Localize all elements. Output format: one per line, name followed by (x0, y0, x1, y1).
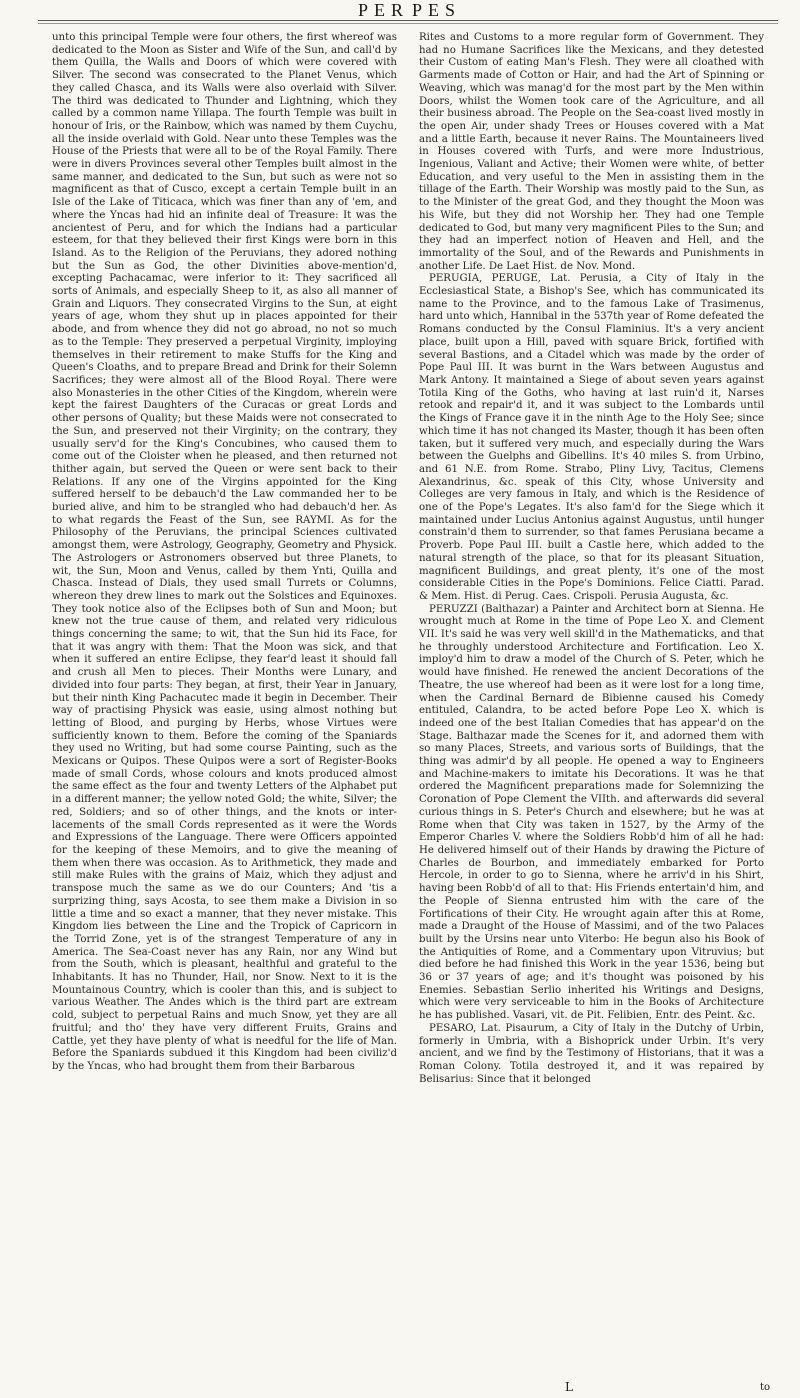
entry-peruzzi: PERUZZI (Balthazar) a Painter and Architect born at Sienna. He wrought much at Rome in the time of Pope Leo X. and Clement VII. It's said he was very well skill'd in the Mathematicks, and that he throughly understood Architecture and Fortification. Leo X. imploy'd him to draw a model of the Church of S. Peter, which he would have finished. He renewed the ancient Decorations of the Theatre, the use whereof had been as it were lost for a long time, when the Cardinal Bernard de Bibienne caused his Comedy entituled, Calandra, to be acted before Pope Leo X. which is indeed one of the best Italian Comedies that has appear'd on the Stage. Balthazar made the Scenes for it, and adorned them with so many Places, Streets, and various sorts of Buildings, that the thing was admir'd by all people. He opened a way to Engineers and Machine-makers to imitate his Decorations. It was he that ordered the Magnificent preparations made for Solemnizing the Coronation of Pope Clement the VIIth. and afterwards did several curious things in S. Peter's Church and elsewhere; but he was at Rome when that City was taken in 1527, by the Army of the Emperor Charles V. where the Soldiers Robb'd him of all he had: He delivered himself out of their Hands by drawing the Picture of Charles de Bourbon, and immediately embarked for Porto Hercole, in order to go to Sienna, where he arriv'd in his Shirt, having been Robb'd of all to that: His Friends entertain'd him, and the People of Sienna entrusted him with the care of the Fortifications of their City. He wrought again after this at Rome, made a Draught of the House of Massimi, and of the two Palaces built by the Ursins near unto Viterbo: He begun also his Book of the Antiquities of Rome, and a Commentary upon Vitruvius; but died before he had finished this Work in the year 1536, being but 36 or 37 years of age; and it's thought was poisoned by his Enemies. Sebastian Serlio inherited his Writings and Designs, which were very serviceable to him in the Books of Architecture he has published. Vasari, vit. de Pit. Felibien, Entr. des Peint. &c. (419, 603, 764, 1022)
entry-perugia: PERUGIA, PERUGE, Lat. Perusia, a City of Italy in the Ecclesiastical State, a Bishop's See, which has communicated its name to the Province, and to the famous Lake of Trasimenus, hard unto which, Hannibal in the 537th year of Rome defeated the Romans conducted by the Consul Flaminius. It's a very ancient place, built upon a Hill, paved with square Brick, fortified with several Bastions, and a Citadel which was made by the order of Pope Paul III. It was burnt in the Wars between Augustus and Mark Antony. It maintained a Siege of about seven years against Totila King of the Goths, who having at last ruin'd it, Narses retook and repair'd it, and it was subject to the Lombards until the Kings of France gave it in the ninth Age to the Holy See; since which time it has not changed its Master, though it has been often taken, but it suffered very much, and especially during the Wars between the Guelphs and Gibellins. It's 40 miles S. from Urbino, and 61 N.E. from Rome. Strabo, Pliny Livy, Tacitus, Clemens Alexandrinus, &c. speak of this City, whose University and Colleges are very famous in Italy, and which is the Residence of one of the Pope's Legates. It's also fam'd for the Siege which it maintained under Lucius Antonius against Augustus, until hunger constrain'd them to surrender, so that fames Perusiana became a Proverb. Pope Paul III. built a Castle here, which added to the natural strength of the place, so that for its pleasant Situation, magnificent Buildings, and great plenty, it's one of the most considerable Cities in the Pope's Dominions. Felice Ciatti. Parad. & Mem. Hist. di Perug. Caes. Crispoli. Perusia Augusta, &c. (419, 273, 764, 602)
running-head-left: PER (358, 0, 410, 20)
running-head (0, 0, 800, 20)
running-head-right: PES (412, 0, 462, 20)
left-column (52, 32, 397, 1074)
signature-mark: L (565, 1380, 573, 1394)
entry-pesaro: PESARO, Lat. Pisaurum, a City of Italy in the Dutchy of Urbin, formerly in Umbria, with a Bishoprick under Urbin. It's very ancient, and we find by the Testimony of Historians, that it was a Roman Colony. Totila destroyed it, and it was repaired by Belisarius: Since that it belonged (419, 1022, 764, 1085)
header-rule-thin (38, 23, 778, 24)
catchword: to (760, 1382, 771, 1393)
entry-peru-end: Rites and Customs to a more regular form of Government. They had no Humane Sacrifices like the Mexicans, and they detested their Custom of eating Man's Flesh. They were all cloathed with Garments made of Cotton or Hair, and had the Art of Spinning or Weaving, which was manag'd for the most part by the Men within Doors, whilst the Women took care of the Agriculture, and all their business abroad. The People on the Sea-coast lived mostly in the open Air, under shady Trees or Houses covered with a Mat and a little Earth, because it never Rains. The Mountaineers lived in Houses covered with Turfs, and were more Industrious, Ingenious, Valiant and Active; their Women were white, of better Education, and very useful to the Men in assisting them in the tillage of the Earth. Their Worship was mostly paid to the Sun, as to the Minister of the great God, and they thought the Moon was his Wife, but they did not Worship her. They had one Temple dedicated to God, but many very magnificent Piles to the Sun; and they had an imperfect notion of Heaven and Hell, and the immortality of the Soul, and of the Rewards and Punishments in another Life. De Laet Hist. de Nov. Mond. (419, 32, 764, 272)
right-column (419, 32, 764, 1086)
entry-peru-continued: unto this principal Temple were four others, the first whereof was dedicated to the Moon as Sister and Wife of the Sun, and call'd by them Quilla, the Walls and Doors of which were covered with Silver. The second was consecrated to the Planet Venus, which they called Chasca, and its Walls were also overlaid with Silver. The third was dedicated to Thunder and Lightning, which they called by a common name Yillapa. The fourth Temple was built in honour of Iris, or the Rainbow, which was named by them Cuychu, all the inside overlaid with Gold. Near unto these Temples was the House of the Priests that were all to be of the Royal Family. There were in divers Provinces several other Temples built almost in the same manner, and dedicated to the Sun, but such as were not so magnificent as that of Cusco, except a certain Temple built in an Isle of the Lake of Titicaca, which was finer than any of 'em, and where the Yncas had hid an infinite deal of Treasure: It was the ancientest of Peru, and for which the Indians had a particular esteem, for that they believed their first Kings were born in this Island. As to the Religion of the Peruvians, they adored nothing but the Sun as God, the other Divinities above-mention'd, excepting Pachacamac, were inferior to it: They sacrificed all sorts of Animals, and especially Sheep to it, as also all manner of Grain and Liquors. They consecrated Virgins to the Sun, at eight years of age, whom they shut up in places appointed for their abode, and from whence they did not go abroad, no not so much as to the Temple: They preserved a perpetual Virginity, imploying themselves in their retirement to make Stuffs for the King and Queen's Cloaths, and to prepare Bread and Drink for their Solemn Sacrifices; they were almost all of the Blood Royal. There were also Monasteries in the other Cities of the Kingdom, wherein were kept the fairest Daughters of the Curacas or great Lords and other persons of Quality; but these Maids were not consecrated to the Sun, and preserved not their Virginity; on the contrary, they usually serv'd for the King's Concubines, who caused them to come out of the Cloister when he pleased, and then returned not thither again, but served the Queen or were sent back to their Relations. If any one of the Virgins appointed for the King suffered herself to be debauch'd the Law commanded her to be buried alive, and him to be strangled who had debauch'd her. As to what regards the Feast of the Sun, see RAYMI. As for the Philosophy of the Peruvians, the principal Sciences cultivated amongst them, were Astrology, Geography, Geometry and Physick. The Astrologers or Astronomers observed but three Planets, to wit, the Sun, Moon and Venus, called by them Ynti, Quilla and Chasca. Instead of Dials, they used small Turrets or Columns, whereon they drew lines to mark out the Solstices and Equinoxes. They took notice also of the Eclipses both of Sun and Moon; but knew not the true cause of them, and related very ridiculous things concerning the same; to wit, that the Sun hid its Face, for that it was angry with them: That the Moon was sick, and that when it suffered an entire Eclipse, they fear'd least it should fall and crush all Men to pieces. Their Months were Lunary, and divided into four parts: They began, at first, their Year in January, but their ninth King Pachacutec made it begin in December. Their way of practising Physick was easie, using almost nothing but letting of Blood, and purging by Herbs, whose Virtues were sufficiently known to them. Before the coming of the Spaniards they used no Writing, but had some course Painting, such as the Mexicans or Quipos. These Quipos were a sort of Register-Books made of small Cords, whose colours and knots produced almost the same effect as the four and twenty Letters of the Alphabet put in a different manner; the yellow noted Gold; the white, Silver; the red, Soldiers; and so of other things, and the knots or inter-lacements of the small Cords represented as it were the Words and Expressions of the Language. There were Officers appointed for the keeping of these Memoirs, and to give the meaning of them when there was occasion. As to Arithmetick, they made and still make Rules with the grains of Maiz, which they adjust and transpose much the same as we do our Counters; And 'tis a surprizing thing, says Acosta, to see them make a Division in so little a time and so exact a manner, that they never mistake. This Kingdom lies between the Line and the Tropick of Capricorn in the Torrid Zone, yet is of the strangest Temperature of any in America. The Sea-Coast never has any Rain, nor any Wind but from the South, which is pleasant, healthful and grateful to the Inhabitants. It has no Thunder, Hail, nor Snow. Next to it is the Mountainous Country, which is cooler than this, and is subject to various Weather. The Andes which is the third part are extream cold, subject to perpetual Rains and much Snow, yet they are all fruitful; and tho' they have very different Fruits, Grains and Cattle, yet they have plenty of what is needful for the life of Man. Before the Spaniards subdued it this Kingdom had been civiliz'd by the Yncas, who had brought them from their Barbarous (52, 32, 397, 1072)
header-rule (38, 20, 778, 21)
